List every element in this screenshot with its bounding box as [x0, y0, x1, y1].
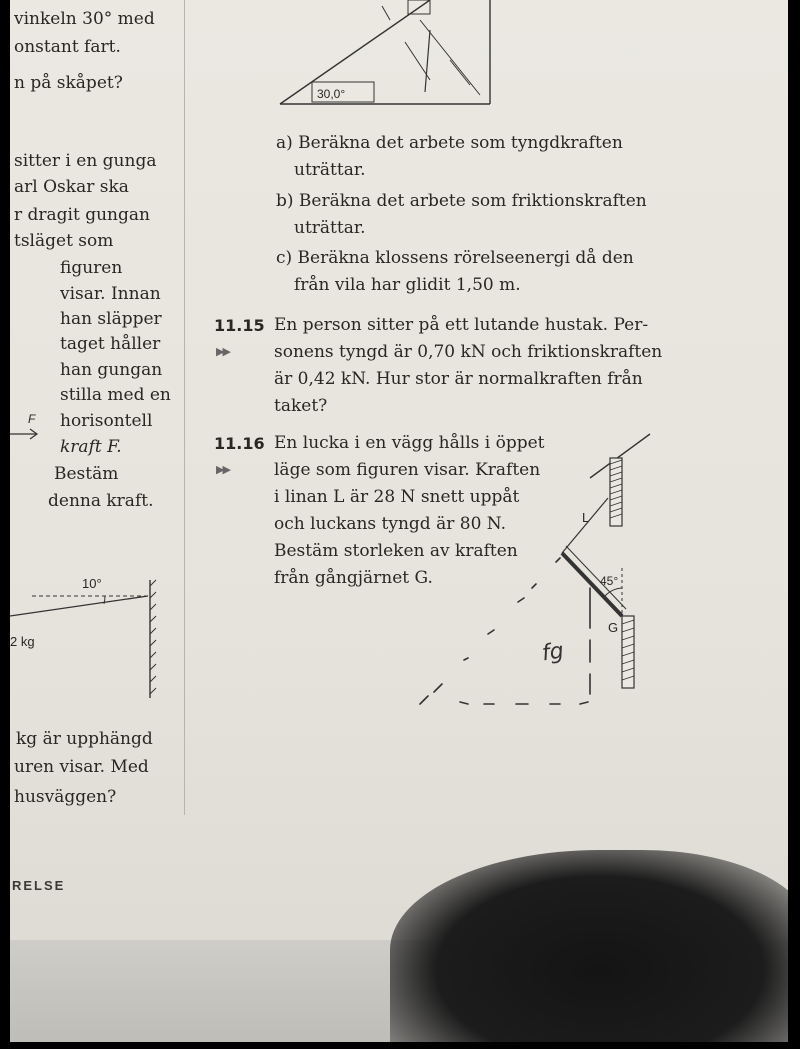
part-b-line2: uträttar. — [294, 218, 366, 238]
left-narrow-line: kraft F. — [60, 437, 122, 457]
swing-figure — [10, 576, 180, 706]
chapter-footer: RELSE — [12, 878, 66, 893]
left-narrow-line: denna kraft. — [48, 491, 154, 511]
part-c-line1: c) Beräkna klossens rörelseenergi då den — [276, 248, 634, 268]
left-text-line: n på skåpet? — [14, 73, 123, 93]
line-label-L: L — [582, 510, 590, 525]
hatch-figure — [400, 428, 670, 718]
left-narrow-line: figuren — [60, 258, 123, 278]
left-text-line: vinkeln 30° med — [14, 9, 155, 29]
left-text-line: husväggen? — [14, 787, 117, 807]
force-arrow — [10, 428, 50, 440]
part-a-line2: uträttar. — [294, 160, 366, 180]
left-narrow-line: visar. Innan — [60, 284, 161, 304]
hand-shadow — [390, 850, 788, 1042]
left-narrow-line: taget håller — [60, 334, 161, 354]
problem-11-15-line: sonens tyngd är 0,70 kN och friktionskraften — [274, 342, 663, 362]
problem-number-11-16: 11.16 — [214, 434, 265, 453]
left-narrow-line: horisontell — [60, 411, 153, 431]
problem-11-16-line: i linan L är 28 N snett uppåt — [274, 487, 520, 507]
hinge-label-G: G — [608, 620, 619, 635]
textbook-page — [10, 0, 788, 1042]
left-text-line: kg är upphängd — [16, 729, 153, 749]
problem-11-16-line: läge som figuren visar. Kraften — [274, 460, 541, 480]
force-label: F — [28, 412, 36, 426]
left-text-line: tsläget som — [14, 231, 114, 251]
left-narrow-line: Bestäm — [54, 464, 119, 484]
left-text-line: uren visar. Med — [14, 757, 149, 777]
problem-11-16-line: och luckans tyngd är 80 N. — [274, 514, 506, 534]
part-a-line1: a) Beräkna det arbete som tyngdkraften — [276, 133, 623, 153]
difficulty-marker: ▶▶ — [216, 345, 229, 358]
left-narrow-line: stilla med en — [60, 385, 171, 405]
problem-11-15-line: är 0,42 kN. Hur stor är normalkraften från — [274, 369, 643, 389]
difficulty-marker: ▶▶ — [216, 463, 229, 476]
column-divider — [184, 0, 185, 815]
left-text-line: sitter i en gunga — [14, 151, 157, 171]
left-narrow-line: han släpper — [60, 309, 162, 329]
left-text-line: arl Oskar ska — [14, 177, 129, 197]
incline-angle-label: 30,0° — [317, 87, 346, 101]
part-c-line2: från vila har glidit 1,50 m. — [294, 275, 521, 295]
problem-11-16-line: Bestäm storleken av kraften — [274, 541, 518, 561]
problem-number-11-15: 11.15 — [214, 316, 265, 335]
problem-11-15-line: En person sitter på ett lutande hustak. Per- — [274, 315, 649, 335]
left-text-line: r dragit gungan — [14, 205, 150, 225]
left-narrow-line: han gungan — [60, 360, 163, 380]
part-b-line1: b) Beräkna det arbete som friktionskraften — [276, 191, 647, 211]
angle-label-10: 10° — [82, 576, 102, 591]
angle-label-45: 45° — [600, 574, 619, 588]
problem-11-16-line: En lucka i en vägg hålls i öppet — [274, 433, 545, 453]
handwritten-fg: fg — [540, 638, 566, 667]
problem-11-15-line: taket? — [274, 396, 328, 416]
mass-label: 2 kg — [10, 634, 35, 649]
problem-11-16-line: från gångjärnet G. — [274, 568, 433, 588]
incline-figure — [270, 0, 500, 110]
left-text-line: onstant fart. — [14, 37, 121, 57]
